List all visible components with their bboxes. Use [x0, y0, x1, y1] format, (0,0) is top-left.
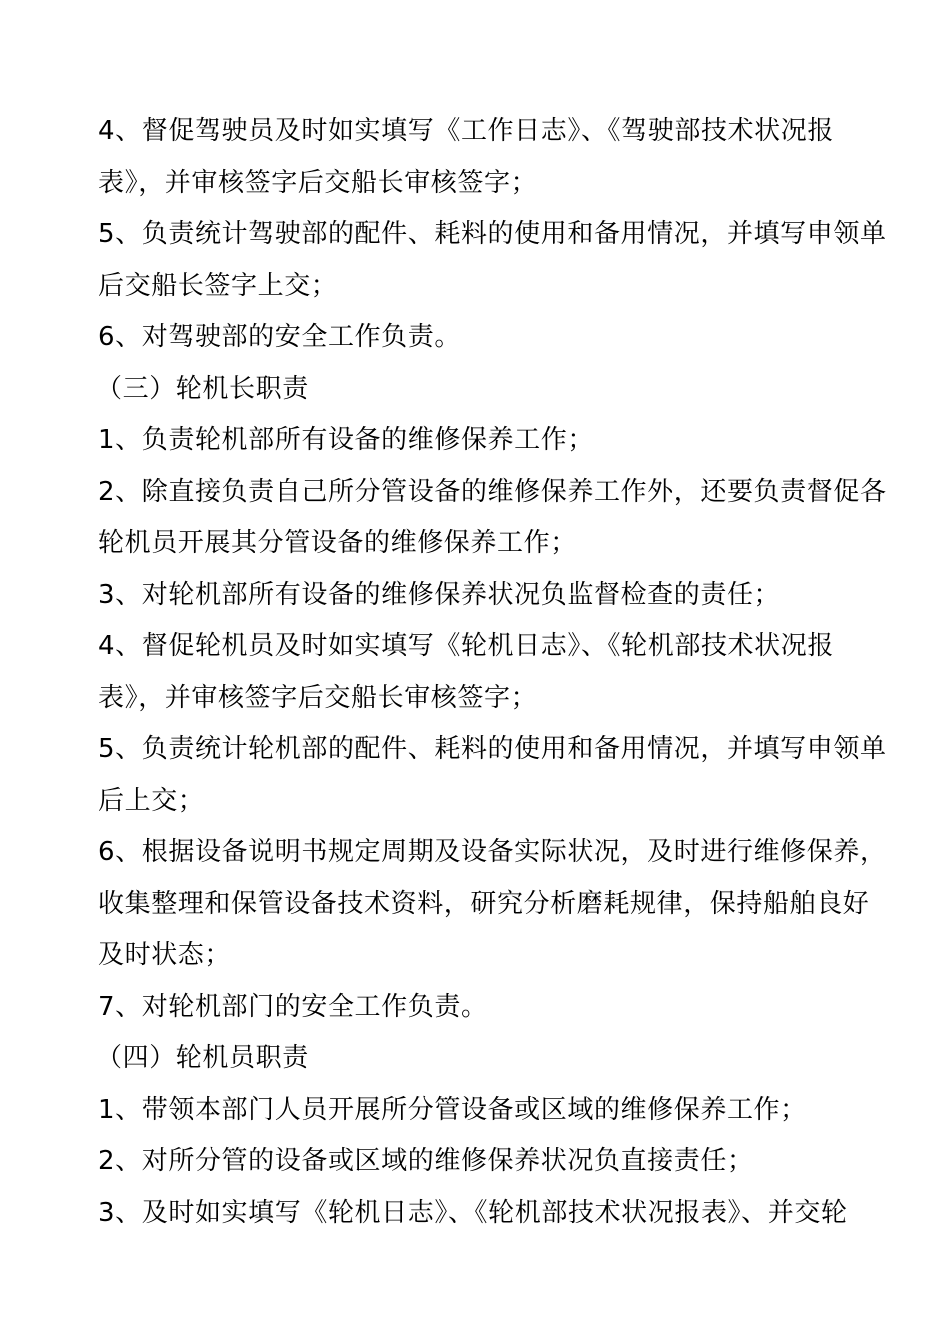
text-line: 6、根据设备说明书规定周期及设备实际状况，及时进行维修保养， — [98, 837, 887, 867]
text-line: 3、及时如实填写《轮机日志》、《轮机部技术状况报表》、并交轮 — [98, 1197, 848, 1228]
text-line: 表》，并审核签字后交船长审核签字； — [98, 682, 538, 713]
text-line: 后交船长签字上交； — [98, 270, 338, 301]
section-heading: （三）轮机长职责 — [96, 373, 309, 404]
text-line: 4、督促驾驶员及时如实填写《工作日志》、《驾驶部技术状况报 — [98, 116, 834, 146]
text-line: 5、负责统计驾驶部的配件、耗料的使用和备用情况，并填写申领单 — [98, 219, 887, 249]
text-line: 收集整理和保管设备技术资料，研究分析磨耗规律，保持船舶良好 — [98, 888, 870, 919]
text-line: 1、负责轮机部所有设备的维修保养工作； — [98, 425, 594, 455]
text-line: 轮机员开展其分管设备的维修保养工作； — [98, 528, 577, 558]
text-line: 2、除直接负责自己所分管设备的维修保养工作外，还要负责督促各 — [98, 476, 887, 507]
text-line: 1、带领本部门人员开展所分管设备或区域的维修保养工作； — [98, 1094, 807, 1125]
text-line: 3、对轮机部所有设备的维修保养状况负监督检查的责任； — [98, 579, 781, 610]
text-line: 及时状态； — [98, 940, 232, 970]
document-body — [96, 106, 887, 1239]
text-line: 7、对轮机部门的安全工作负责。 — [98, 991, 488, 1022]
text-line: 后上交； — [98, 785, 205, 816]
section-heading: （四）轮机员职责 — [96, 1043, 309, 1073]
text-line: 4、督促轮机员及时如实填写《轮机日志》、《轮机部技术状况报 — [98, 631, 834, 661]
text-line: 5、负责统计轮机部的配件、耗料的使用和备用情况，并填写申领单 — [98, 734, 887, 764]
text-line: 6、对驾驶部的安全工作负责。 — [98, 322, 461, 352]
text-line: 表》，并审核签字后交船长审核签字； — [98, 167, 538, 198]
text-line: 2、对所分管的设备或区域的维修保养状况负直接责任； — [98, 1146, 754, 1176]
